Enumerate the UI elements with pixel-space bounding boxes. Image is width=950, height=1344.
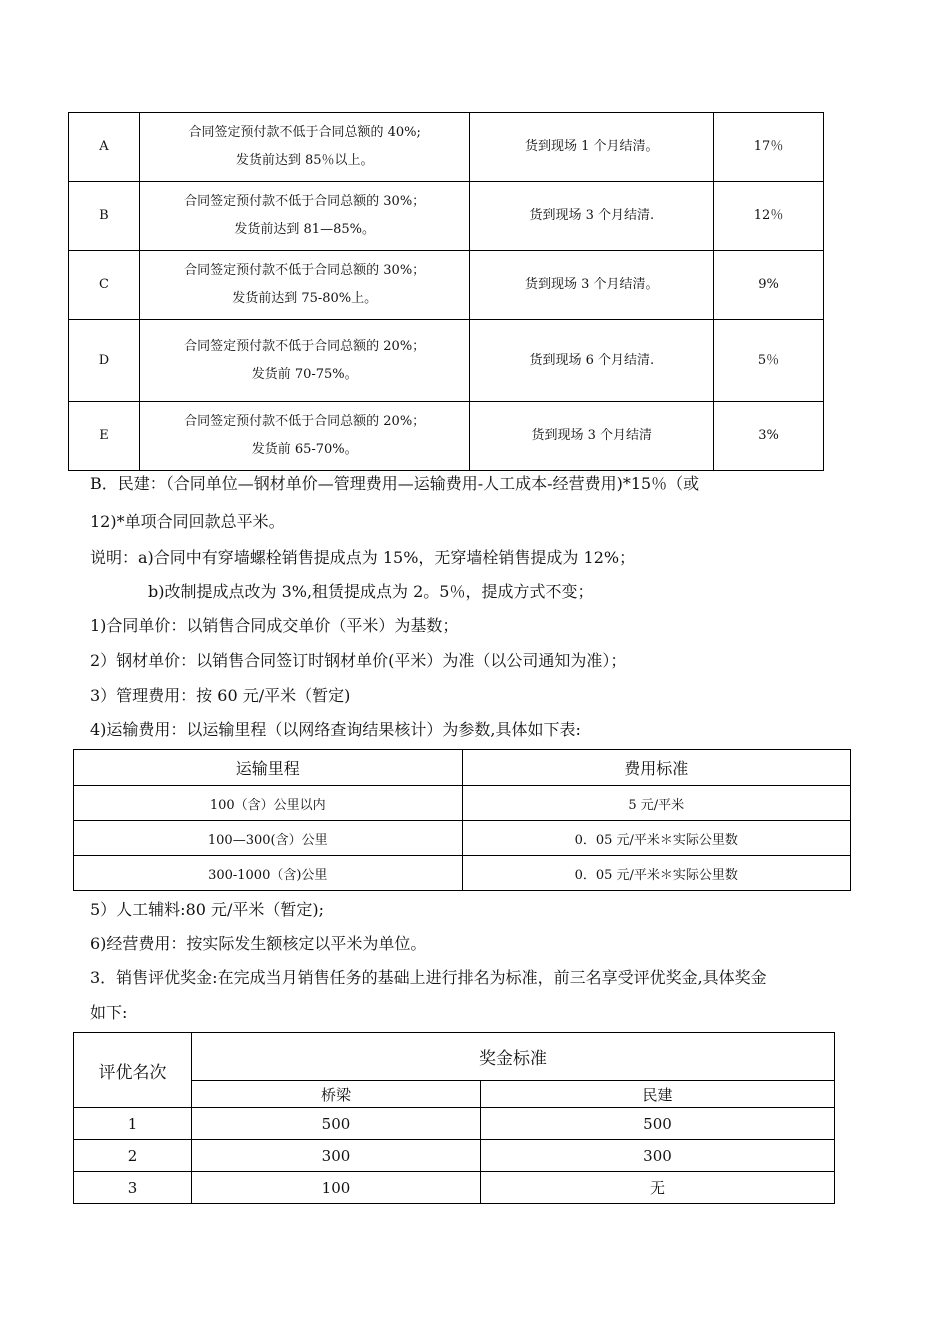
- advance-cell: [139, 113, 470, 182]
- table-cell: 300: [192, 1140, 481, 1172]
- table-cell: 100—300(含）公里: [74, 821, 463, 856]
- item-1-line: 1)合同单价：以销售合同成交单价（平米）为基数；: [90, 616, 459, 635]
- rank-header-cell: 评优名次: [74, 1033, 192, 1108]
- advance-cell: [139, 320, 470, 402]
- settlement-cell: 货到现场 3 个月结清: [470, 402, 714, 471]
- advance-line: 发货前 70-75%。: [251, 366, 358, 382]
- subheader-cell: 桥梁: [192, 1081, 481, 1108]
- commission-grade-table: [68, 112, 824, 471]
- item-3-line: 3）管理费用：按 60 元/平米（暂定): [90, 686, 351, 705]
- header-cell: 运输里程: [74, 750, 463, 786]
- table-row: [74, 786, 851, 821]
- advance-line: 发货前达到 85％以上。: [235, 153, 374, 168]
- civil-formula-line-1: B．民建：（合同单位—钢材单价—管理费用—运输费用-人工成本-经营费用)*15％（或: [90, 474, 700, 493]
- table-row: [69, 182, 824, 251]
- settlement-cell: 货到现场 6 个月结清.: [470, 320, 714, 402]
- table-cell: 500: [192, 1108, 481, 1140]
- advance-line: 合同签定预付款不低于合同总额的 20%；: [184, 338, 426, 354]
- table-row: [74, 1108, 835, 1140]
- table-cell: 0．05 元/平米＊实际公里数: [462, 856, 851, 891]
- settlement-cell: 货到现场 3 个月结清.: [470, 182, 714, 251]
- bonus-intro-line-1: 3．销售评优奖金:在完成当月销售任务的基础上进行排名为标准，前三名享受评优奖金,具体奖金: [90, 968, 767, 987]
- advance-line: 合同签定预付款不低于合同总额的 40%;: [188, 125, 421, 140]
- advance-line: 发货前达到 81—85%。: [234, 222, 375, 237]
- table-row: [74, 1140, 835, 1172]
- grade-cell: D: [69, 320, 140, 402]
- rate-cell: 17％: [714, 113, 824, 182]
- transport-fee-table: [73, 749, 851, 891]
- table-cell: 3: [74, 1172, 192, 1204]
- advance-line: 发货前达到 75-80%上。: [232, 291, 378, 306]
- table-cell: 1: [74, 1108, 192, 1140]
- advance-line: 合同签定预付款不低于合同总额的 20%；: [184, 414, 426, 429]
- table-row: [69, 320, 824, 402]
- table-cell: 100: [192, 1172, 481, 1204]
- bonus-table: [73, 1032, 835, 1204]
- table-row: [74, 1172, 835, 1204]
- table-row: [74, 821, 851, 856]
- item-4-line: 4)运输费用：以运输里程（以网络查询结果核计）为参数,具体如下表:: [90, 720, 581, 739]
- grade-cell: E: [69, 402, 140, 471]
- subheader-cell: 民建: [481, 1081, 835, 1108]
- table-cell: 2: [74, 1140, 192, 1172]
- advance-line: 发货前 65-70%。: [251, 442, 358, 457]
- advance-line: 合同签定预付款不低于合同总额的 30%；: [184, 263, 426, 278]
- header-cell: 费用标准: [462, 750, 851, 786]
- table-header-row: [74, 750, 851, 786]
- table-cell: 300: [481, 1140, 835, 1172]
- table-cell: 500: [481, 1108, 835, 1140]
- rate-cell: 12％: [714, 182, 824, 251]
- table-cell: 300-1000（含)公里: [74, 856, 463, 891]
- note-a-line: 说明：a)合同中有穿墙螺栓销售提成点为 15%，无穿墙栓销售提成为 12%；: [90, 548, 636, 567]
- table-row: [69, 251, 824, 320]
- bonus-header-cell: 奖金标准: [192, 1033, 835, 1081]
- item-2-line: 2）钢材单价：以销售合同签订时钢材单价(平米）为准（以公司通知为准）；: [90, 651, 627, 670]
- advance-cell: [139, 182, 470, 251]
- table-row: [74, 856, 851, 891]
- advance-line: 合同签定预付款不低于合同总额的 30%；: [184, 194, 426, 209]
- note-b-line: b)改制提成点改为 3%,租赁提成点为 2。5％，提成方式不变；: [148, 582, 594, 601]
- settlement-cell: 货到现场 3 个月结清。: [470, 251, 714, 320]
- table-cell: 0．05 元/平米＊实际公里数: [462, 821, 851, 856]
- rate-cell: 5％: [714, 320, 824, 402]
- grade-cell: C: [69, 251, 140, 320]
- table-cell: 无: [481, 1172, 835, 1204]
- grade-cell: B: [69, 182, 140, 251]
- civil-formula-line-2: 12)*单项合同回款总平米。: [90, 512, 285, 531]
- advance-cell: [139, 402, 470, 471]
- table-cell: 5 元/平米: [462, 786, 851, 821]
- rate-cell: 9%: [714, 251, 824, 320]
- table-cell: 100（含）公里以内: [74, 786, 463, 821]
- table-row: [69, 402, 824, 471]
- item-6-line: 6)经营费用：按实际发生额核定以平米为单位。: [90, 934, 427, 953]
- item-5-line: 5）人工辅料:80 元/平米（暂定);: [90, 900, 325, 919]
- table-header-row: [74, 1033, 835, 1081]
- advance-cell: [139, 251, 470, 320]
- table-row: [69, 113, 824, 182]
- settlement-cell: 货到现场 1 个月结清。: [470, 113, 714, 182]
- rate-cell: 3%: [714, 402, 824, 471]
- bonus-intro-line-2: 如下:: [90, 1003, 128, 1022]
- grade-cell: A: [69, 113, 140, 182]
